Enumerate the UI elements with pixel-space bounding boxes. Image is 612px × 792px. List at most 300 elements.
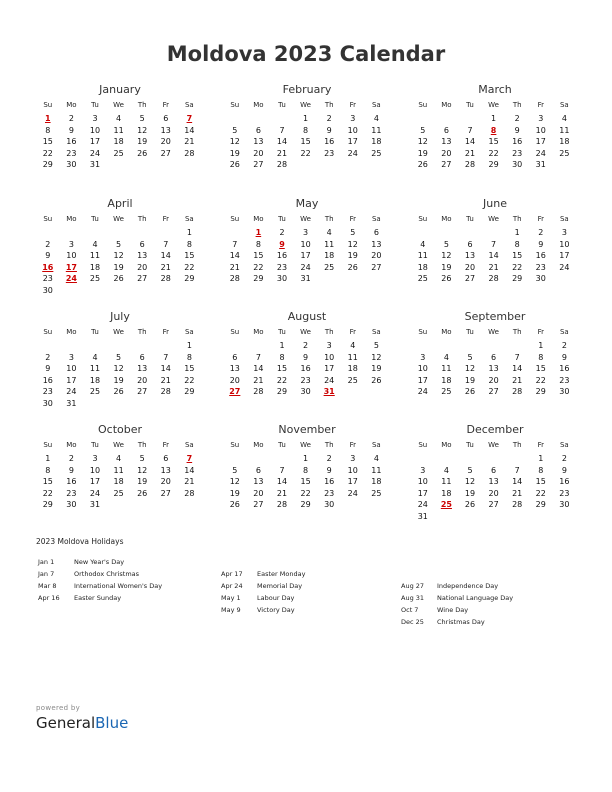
day-cell: 3 <box>561 228 567 237</box>
day-cell: 8 <box>186 239 192 249</box>
day-cell: 25 <box>113 488 124 498</box>
weekday-header: Mo <box>441 441 452 449</box>
day-cell: 24 <box>347 488 358 498</box>
day-cell: 8 <box>514 239 520 249</box>
empty-cell <box>270 113 294 125</box>
month-name: January <box>99 83 141 96</box>
weekday-header: Sa <box>371 101 381 109</box>
day-cell: 28 <box>253 387 264 397</box>
weekday-header: Su <box>418 101 428 109</box>
day-cell: 12 <box>417 137 428 147</box>
empty-cell <box>107 340 131 352</box>
day-cell: 8 <box>538 465 544 475</box>
day-cell: 11 <box>417 251 428 261</box>
day-cell: 8 <box>255 239 261 249</box>
day-cell: 30 <box>324 500 335 510</box>
day-cell: 9 <box>68 125 74 135</box>
day-cell: 23 <box>276 262 288 272</box>
holiday-item <box>221 580 305 592</box>
day-cell: 5 <box>232 125 238 135</box>
holiday-item <box>38 592 162 604</box>
day-cell: 3 <box>303 228 309 237</box>
day-cell: 14 <box>160 251 171 261</box>
weekday-header: Fr <box>162 328 169 336</box>
day-cell: 27 <box>488 387 499 397</box>
day-cell: 30 <box>42 285 53 295</box>
day-cell: 22 <box>42 488 53 498</box>
day-cell: 21 <box>464 148 476 158</box>
holiday-day-cell: 25 <box>440 500 452 510</box>
empty-cell <box>435 227 459 239</box>
weekday-header: Su <box>43 328 53 336</box>
holiday-day-cell: 31 <box>323 387 335 397</box>
month-days-grid <box>223 438 391 511</box>
day-cell: 18 <box>324 251 335 261</box>
holiday-item <box>401 616 513 628</box>
day-cell: 2 <box>561 454 567 463</box>
day-cell: 31 <box>89 160 101 170</box>
day-cell: 3 <box>350 114 356 123</box>
day-cell: 30 <box>66 160 77 170</box>
day-cell: 26 <box>417 160 428 170</box>
day-cell: 6 <box>139 239 145 249</box>
day-cell: 18 <box>371 137 382 147</box>
holiday-name: Memorial Day <box>257 582 303 590</box>
day-cell: 14 <box>184 465 195 475</box>
day-cell: 20 <box>253 148 264 158</box>
day-cell: 5 <box>373 341 379 350</box>
day-cell: 14 <box>184 125 195 135</box>
day-cell: 27 <box>441 160 452 170</box>
day-cell: 22 <box>535 375 546 385</box>
weekday-header: Sa <box>371 328 381 336</box>
weekday-header: We <box>300 215 311 223</box>
day-cell: 16 <box>66 137 77 147</box>
day-cell: 21 <box>160 262 171 272</box>
empty-cell <box>411 227 435 239</box>
weekday-header: We <box>113 101 124 109</box>
day-cell: 21 <box>512 375 523 385</box>
day-cell: 18 <box>417 262 428 272</box>
month-december <box>411 423 579 523</box>
day-cell: 25 <box>371 488 382 498</box>
day-cell: 27 <box>464 274 476 284</box>
day-cell: 2 <box>561 341 567 350</box>
day-cell: 28 <box>184 148 195 158</box>
holiday-item <box>401 580 513 592</box>
holiday-name: Wine Day <box>437 606 469 614</box>
day-cell: 18 <box>347 364 358 374</box>
day-cell: 6 <box>163 114 169 123</box>
weekday-header: Sa <box>559 101 569 109</box>
day-cell: 6 <box>255 125 261 135</box>
day-cell: 18 <box>89 262 101 272</box>
day-cell: 7 <box>255 352 261 362</box>
month-march <box>411 83 579 171</box>
weekday-header: Mo <box>441 101 452 109</box>
holiday-name: National Language Day <box>437 594 514 602</box>
holiday-item <box>38 556 162 568</box>
day-cell: 5 <box>116 239 122 249</box>
day-cell: 5 <box>420 125 426 135</box>
day-cell: 21 <box>488 262 499 272</box>
day-cell: 23 <box>66 148 77 158</box>
day-cell: 5 <box>116 352 122 362</box>
day-cell: 18 <box>89 375 101 385</box>
day-cell: 7 <box>491 239 497 249</box>
day-cell: 9 <box>538 239 544 249</box>
empty-cell <box>60 340 84 352</box>
weekday-header: Su <box>418 441 428 449</box>
day-cell: 12 <box>137 465 148 475</box>
day-cell: 11 <box>371 465 382 475</box>
day-cell: 20 <box>137 375 148 385</box>
holiday-day-cell: 7 <box>186 454 193 463</box>
day-cell: 11 <box>347 352 358 362</box>
month-name: February <box>282 83 332 96</box>
day-cell: 17 <box>89 137 101 147</box>
holiday-date: Apr 17 <box>221 570 243 578</box>
day-cell: 19 <box>113 375 124 385</box>
day-cell: 19 <box>441 262 452 272</box>
day-cell: 17 <box>347 137 358 147</box>
month-july <box>36 310 204 410</box>
day-cell: 20 <box>253 488 264 498</box>
day-cell: 11 <box>89 364 101 374</box>
empty-cell <box>36 227 60 239</box>
day-cell: 1 <box>303 454 309 463</box>
day-cell: 19 <box>464 375 476 385</box>
day-cell: 27 <box>253 500 264 510</box>
day-cell: 13 <box>488 477 499 487</box>
weekday-header: We <box>488 215 499 223</box>
day-cell: 17 <box>300 251 311 261</box>
empty-cell <box>435 113 459 125</box>
day-cell: 5 <box>467 465 473 475</box>
day-cell: 26 <box>441 274 452 284</box>
day-cell: 19 <box>347 251 358 261</box>
day-cell: 23 <box>66 488 77 498</box>
day-cell: 16 <box>42 375 53 385</box>
month-days-grid <box>223 212 391 285</box>
day-cell: 1 <box>45 454 51 463</box>
day-cell: 14 <box>229 251 240 261</box>
day-cell: 24 <box>300 262 311 272</box>
weekday-header: Tu <box>91 441 99 449</box>
month-days-grid <box>36 212 204 297</box>
day-cell: 30 <box>300 387 311 397</box>
day-cell: 6 <box>373 228 379 237</box>
day-cell: 1 <box>491 114 497 123</box>
holiday-name: Easter Sunday <box>74 594 122 602</box>
day-cell: 15 <box>42 477 53 487</box>
page-title: Moldova 2023 Calendar <box>166 42 446 66</box>
weekday-header: Tu <box>466 328 474 336</box>
day-cell: 22 <box>512 262 523 272</box>
day-cell: 7 <box>279 465 285 475</box>
weekday-header: Su <box>230 101 240 109</box>
day-cell: 28 <box>512 500 523 510</box>
day-cell: 13 <box>441 137 452 147</box>
month-june <box>411 197 579 285</box>
day-cell: 30 <box>42 398 53 408</box>
day-cell: 15 <box>488 137 499 147</box>
weekday-header: Su <box>43 101 53 109</box>
day-cell: 5 <box>139 454 145 463</box>
day-cell: 28 <box>464 160 476 170</box>
month-october <box>36 423 204 511</box>
day-cell: 25 <box>347 375 358 385</box>
day-cell: 18 <box>441 375 452 385</box>
day-cell: 27 <box>253 160 264 170</box>
day-cell: 1 <box>186 341 192 350</box>
weekday-header: Tu <box>91 101 99 109</box>
day-cell: 9 <box>561 352 567 362</box>
empty-cell <box>435 453 459 465</box>
day-cell: 11 <box>324 239 335 249</box>
day-cell: 6 <box>443 125 449 135</box>
day-cell: 6 <box>491 352 497 362</box>
day-cell: 4 <box>92 352 98 362</box>
day-cell: 23 <box>559 375 570 385</box>
day-cell: 20 <box>488 488 499 498</box>
day-cell: 10 <box>347 125 358 135</box>
day-cell: 6 <box>491 465 497 475</box>
weekday-header: Mo <box>253 441 264 449</box>
weekday-header: Fr <box>537 101 544 109</box>
empty-cell <box>223 340 247 352</box>
empty-cell <box>83 340 107 352</box>
day-cell: 23 <box>559 488 570 498</box>
day-cell: 10 <box>324 352 335 362</box>
weekday-header: Fr <box>537 328 544 336</box>
day-cell: 21 <box>184 137 195 147</box>
day-cell: 17 <box>559 251 570 261</box>
day-cell: 7 <box>163 239 169 249</box>
weekday-header: Th <box>512 101 522 109</box>
day-cell: 29 <box>512 274 523 284</box>
holiday-day-cell: 8 <box>490 125 497 135</box>
day-cell: 28 <box>160 387 171 397</box>
weekday-header: We <box>300 328 311 336</box>
empty-cell <box>154 340 178 352</box>
day-cell: 3 <box>420 465 426 475</box>
day-cell: 24 <box>535 148 546 158</box>
day-cell: 10 <box>89 125 101 135</box>
day-cell: 9 <box>303 352 309 362</box>
day-cell: 26 <box>137 488 148 498</box>
day-cell: 22 <box>42 148 53 158</box>
powered-by-text: powered by <box>36 704 81 712</box>
day-cell: 11 <box>559 125 570 135</box>
weekday-header: Th <box>137 328 147 336</box>
day-cell: 2 <box>326 114 332 123</box>
day-cell: 15 <box>300 477 311 487</box>
weekday-header: Sa <box>371 215 381 223</box>
day-cell: 7 <box>514 352 520 362</box>
empty-cell <box>505 340 529 352</box>
day-cell: 15 <box>300 137 311 147</box>
day-cell: 23 <box>42 274 53 284</box>
empty-cell <box>130 227 154 239</box>
day-cell: 29 <box>300 500 311 510</box>
holiday-name: Victory Day <box>257 606 295 614</box>
weekday-header: Sa <box>184 215 194 223</box>
empty-cell <box>458 453 482 465</box>
weekday-header: Th <box>512 215 522 223</box>
weekday-header: Th <box>324 101 334 109</box>
weekday-header: Tu <box>466 215 474 223</box>
weekday-header: Th <box>137 441 147 449</box>
day-cell: 19 <box>371 364 382 374</box>
day-cell: 3 <box>92 454 98 463</box>
day-cell: 3 <box>68 239 74 249</box>
day-cell: 21 <box>160 375 171 385</box>
day-cell: 20 <box>371 251 382 261</box>
weekday-header: Mo <box>66 215 77 223</box>
day-cell: 5 <box>467 352 473 362</box>
empty-cell <box>83 227 107 239</box>
holiday-column <box>38 556 162 604</box>
holiday-item <box>38 568 162 580</box>
weekday-header: Fr <box>537 215 544 223</box>
day-cell: 26 <box>229 500 240 510</box>
day-cell: 9 <box>45 251 51 261</box>
day-cell: 23 <box>324 488 335 498</box>
day-cell: 18 <box>113 477 124 487</box>
day-cell: 5 <box>443 239 449 249</box>
day-cell: 29 <box>276 387 288 397</box>
day-cell: 20 <box>160 477 171 487</box>
day-cell: 31 <box>66 398 77 408</box>
day-cell: 25 <box>559 148 570 158</box>
day-cell: 27 <box>160 148 171 158</box>
weekday-header: We <box>488 441 499 449</box>
day-cell: 11 <box>89 251 101 261</box>
day-cell: 26 <box>464 387 476 397</box>
weekday-header: Tu <box>91 215 99 223</box>
day-cell: 16 <box>300 364 311 374</box>
month-name: May <box>295 197 319 210</box>
day-cell: 20 <box>160 137 171 147</box>
empty-cell <box>247 340 271 352</box>
weekday-header: Sa <box>184 441 194 449</box>
month-name: September <box>464 310 526 323</box>
weekday-header: Fr <box>349 215 356 223</box>
empty-cell <box>154 227 178 239</box>
day-cell: 30 <box>535 274 546 284</box>
empty-cell <box>505 453 529 465</box>
day-cell: 11 <box>113 125 124 135</box>
day-cell: 17 <box>347 477 358 487</box>
day-cell: 13 <box>253 137 264 147</box>
empty-cell <box>458 227 482 239</box>
day-cell: 26 <box>113 274 124 284</box>
day-cell: 13 <box>160 465 171 475</box>
day-cell: 11 <box>441 477 452 487</box>
weekday-header: Th <box>512 328 522 336</box>
day-cell: 2 <box>45 239 51 249</box>
day-cell: 22 <box>300 148 311 158</box>
holiday-day-cell: 7 <box>186 114 193 123</box>
empty-cell <box>270 453 294 465</box>
day-cell: 17 <box>89 477 101 487</box>
weekday-header: We <box>113 441 124 449</box>
day-cell: 22 <box>253 262 264 272</box>
day-cell: 13 <box>371 239 382 249</box>
day-cell: 13 <box>253 477 264 487</box>
day-cell: 24 <box>66 387 77 397</box>
weekday-header: Tu <box>91 328 99 336</box>
holiday-item <box>401 604 513 616</box>
holiday-day-cell: 24 <box>65 274 77 284</box>
day-cell: 2 <box>68 454 74 463</box>
weekday-header: Th <box>137 215 147 223</box>
day-cell: 30 <box>276 274 288 284</box>
weekday-header: We <box>113 328 124 336</box>
day-cell: 28 <box>276 500 288 510</box>
day-cell: 16 <box>559 477 570 487</box>
day-cell: 10 <box>89 465 101 475</box>
weekday-header: Mo <box>253 328 264 336</box>
day-cell: 14 <box>512 364 523 374</box>
day-cell: 19 <box>137 477 148 487</box>
holiday-date: May 9 <box>221 606 241 614</box>
empty-cell <box>36 340 60 352</box>
day-cell: 29 <box>42 500 53 510</box>
day-cell: 8 <box>186 352 192 362</box>
weekday-header: Su <box>230 441 240 449</box>
day-cell: 28 <box>184 488 195 498</box>
holiday-date: Apr 16 <box>38 594 60 602</box>
day-cell: 17 <box>535 137 546 147</box>
weekday-header: Th <box>324 441 334 449</box>
day-cell: 4 <box>350 341 356 350</box>
day-cell: 13 <box>229 364 240 374</box>
empty-cell <box>107 227 131 239</box>
weekday-header: Th <box>324 215 334 223</box>
day-cell: 26 <box>113 387 124 397</box>
month-days-grid <box>36 98 204 171</box>
weekday-header: We <box>300 441 311 449</box>
day-cell: 14 <box>464 137 476 147</box>
day-cell: 16 <box>276 251 288 261</box>
month-name: April <box>107 197 133 210</box>
day-cell: 6 <box>232 352 238 362</box>
day-cell: 1 <box>186 228 192 237</box>
day-cell: 17 <box>324 364 335 374</box>
day-cell: 11 <box>371 125 382 135</box>
day-cell: 1 <box>514 228 520 237</box>
day-cell: 16 <box>324 137 335 147</box>
day-cell: 15 <box>184 251 195 261</box>
weekday-header: Su <box>230 328 240 336</box>
day-cell: 25 <box>324 262 335 272</box>
day-cell: 31 <box>417 511 428 521</box>
day-cell: 23 <box>535 262 546 272</box>
month-name: March <box>478 83 512 96</box>
day-cell: 7 <box>163 352 169 362</box>
day-cell: 29 <box>488 160 499 170</box>
holiday-column <box>221 568 305 616</box>
day-cell: 16 <box>512 137 523 147</box>
day-cell: 18 <box>371 477 382 487</box>
weekday-header: We <box>113 215 124 223</box>
weekday-header: Sa <box>559 328 569 336</box>
holiday-name: Christmas Day <box>437 618 485 626</box>
day-cell: 21 <box>253 375 264 385</box>
holiday-day-cell: 1 <box>45 114 51 123</box>
